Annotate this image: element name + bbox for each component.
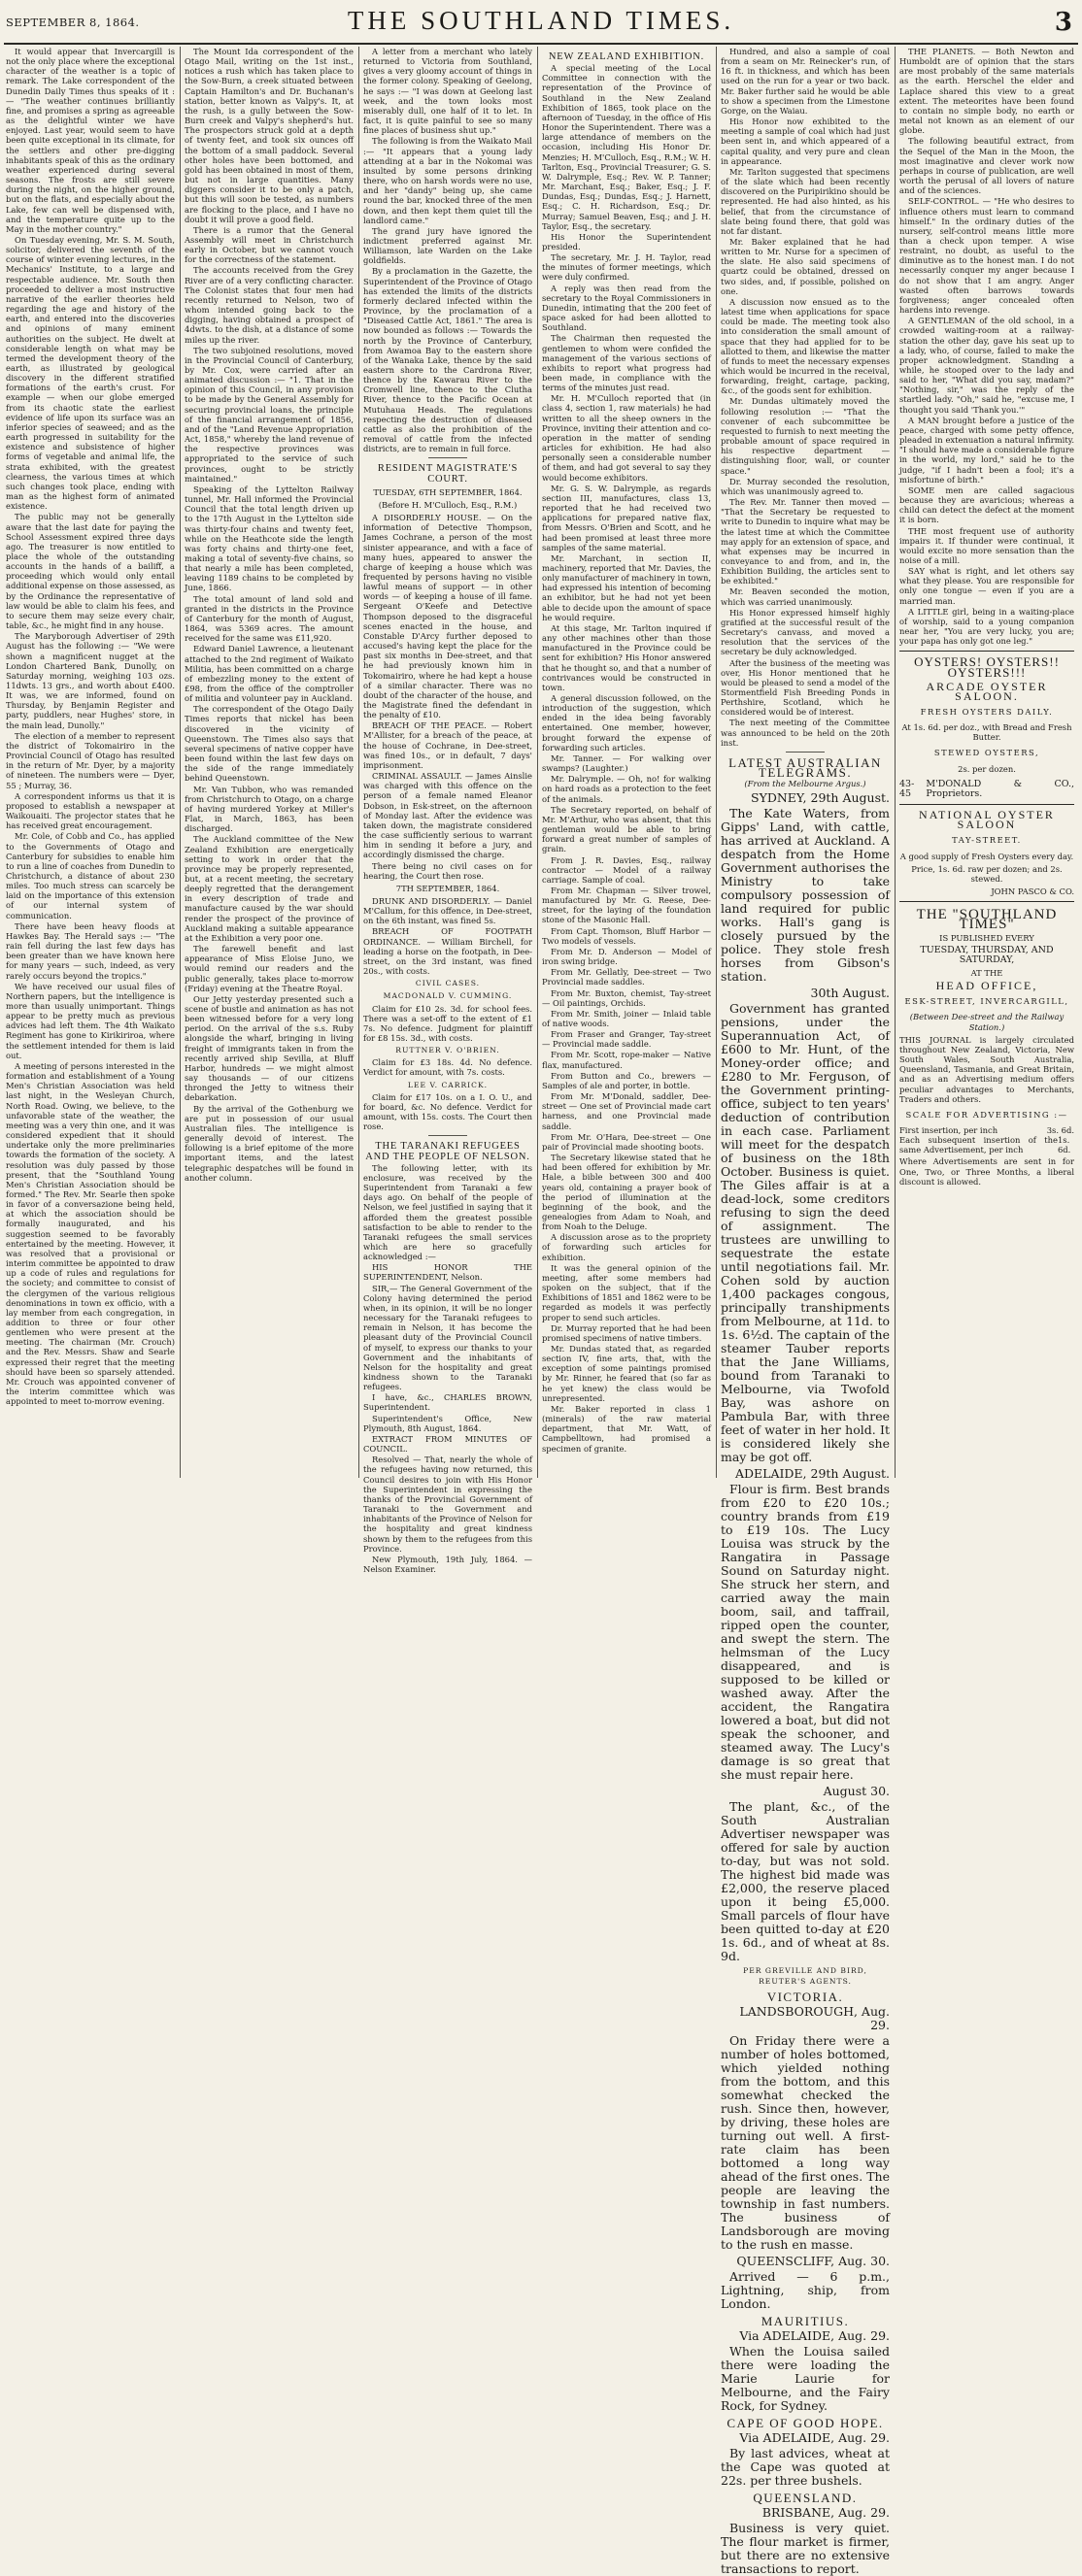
miscellany-paragraph: SAY what is right, and let others say what they please. You are responsible for only one tongue — even if you are a married man. xyxy=(899,566,1074,606)
letter-paragraph: The following letter, with its enclosure, was received by the Superintendent from Taranaki a few days ago. On behalf of the people of Nelson, we feel justified in saying that it afforded them the greatest possible satisfaction to be able to render to the Taranaki refugees the small services which are here so gracefully acknowledged :— xyxy=(363,1162,532,1262)
court-case: CRIMINAL ASSAULT. — James Ainslie was charged with this offence on the person of a female named Eleanor Dobson, in Esk-street, on the afternoon of Monday last. After the evidence was taken down, the magistrate considered the case sufficiently serious to warrant him in sending it before a jury, and accordingly dismissed the charge. xyxy=(363,771,532,860)
telegrams-source: (From the Melbourne Argus.) xyxy=(744,779,866,789)
news-paragraph: The grand jury have ignored the indictment preferred against Mr. Williamson, late Warden on the Lake goldfields. xyxy=(363,225,532,266)
court-date-2: 7TH SEPTEMBER, 1864. xyxy=(395,883,500,893)
exhibition-paragraph: It was the general opinion of the meeting, after some members had spoken on the subject, that if the Exhibitions of 1851 and 1862 were to be regarded as models it was perfectly proper to send such articles. xyxy=(542,1262,711,1322)
civil-case-text: Claim for £17 10s. on a I. O. U., and for board, &c. No defence. Verdict for amount, with 15s. costs. The Court then rose. xyxy=(363,1091,532,1132)
civil-case-title: LEE V. CARRICK. xyxy=(407,1080,489,1089)
section-rule xyxy=(428,1135,467,1136)
miscellany-paragraph: A LITTLE girl, being in a waiting-place of worship, said to a young companion near her, "You are very lucky, you are; your papa has only got one leg." xyxy=(899,606,1074,647)
news-paragraph: The farewell benefit and last appearance of Miss Eloise Juno, we would remind our readers and the public generally, takes place to-morrow (Friday) evening at the Theatre Royal. xyxy=(185,944,354,993)
taranaki-heading: THE TARANAKI REFUGEES AND THE PEOPLE OF NELSON. xyxy=(365,1141,530,1162)
fresh-oysters: FRESH OYSTERS DAILY. xyxy=(920,707,1054,717)
arcade-price: At 1s. 6d. per doz., with Bread and Fresh Butter. xyxy=(901,722,1072,743)
exhibition-paragraph: A discussion now ensued as to the latest time when applications for space could be made. The meeting took also into consideration the small amount of space that they had applied for to be allotted to them, and likewise the matter of funds to meet the necessary expenses which would be incurred in the receival, forwarding, freight, cartage, packing, &c., of the goods sent for exhibition. xyxy=(721,296,890,396)
civil-case-title: MACDONALD V. CUMMING. xyxy=(383,991,513,1001)
exhibition-paragraph: From J. R. Davies, Esq., railway contractor — Model of a railway carriage. Sample of coal. xyxy=(542,854,711,885)
news-paragraph: The accounts received from the Grey River are of a very conflicting character. The Colonist states that four men had recently returned to Nelson, two of whom intended going back to the digging, having obtained a prospect of 4dwts. to the dish, at a distance of some miles up the river. xyxy=(185,265,354,345)
mauritius-text: When the Louisa sailed there were loading the Marie Laurie for Melbourne, and the Fairy Rock, for Sydney. xyxy=(721,2344,890,2414)
telegram-text: On Friday there were a number of holes bottomed, which yielded nothing from the bottom, and this somewhat checked the rush. Since then, however, by driving, these holes are turning out well. A first-rate claim has been bottomed a long way ahead of the first ones. The people are leaving the township in fast numbers. The business of Landsborough are moving to the rush en masse. xyxy=(721,2032,890,2252)
advertising-rates xyxy=(899,1125,1074,1154)
telegram-title: ADELAIDE, 29th August. xyxy=(734,1466,890,1482)
times-head-office: HEAD OFFICE, xyxy=(935,979,1038,993)
exhibition-paragraph: Mr. Dalrymple. — Oh, no! for walking on hard roads as a protection to the feet of the animals. xyxy=(542,774,711,804)
column-6-paragraphs xyxy=(899,47,1074,646)
queensland-text: Business is very quiet. The flour market is firmer, but there are no extensive transactions to report. xyxy=(721,2521,890,2576)
rate-label: Each subsequent insertion of the same Advertisement, per inch xyxy=(899,1135,1058,1155)
column-3-paragraphs xyxy=(363,47,532,453)
exhibition-paragraph: Mr. H. M'Culloch reported that (in class 4, section 1, raw materials) he had written to all the sheep owners in the Province, inviting their attention and co-operation in the matter of sending articles for exhibition. He had also personally seen a considerable number of them, and had got several to say they would become exhibitors. xyxy=(542,393,711,483)
exhibition-paragraph: Dr. Murray seconded the resolution, which was unanimously agreed to. xyxy=(721,476,890,496)
times-published: IS PUBLISHED EVERY xyxy=(939,932,1034,943)
times-ad-title: THE "SOUTHLAND TIMES" xyxy=(916,907,1058,933)
times-about: THIS JOURNAL is largely circulated throughout New Zealand, Victoria, New South Wales, South Australia, Queensland, Tasmania, and Great Britain, and as an Advertising medium offers peculiar advantages to Merchants, Traders and others. xyxy=(899,1034,1074,1104)
telegram-title: LANDSBOROUGH, Aug. 29. xyxy=(739,2003,890,2032)
exhibition-paragraph: From Mr. Gellatly, Dee-street — Two Provincial made saddles. xyxy=(542,967,711,987)
column-divider xyxy=(716,47,717,1478)
news-paragraph: By a proclamation in the Gazette, the Superintendent of the Province of Otago has extended the limits of the districts formerly declared infected within the Province, by the proclamation of a "Diseased Cattle Act, 1861." The area is now bounded as follows :— Towards the north by the Province of Canterbury, from Awamoa Bay to the eastern shore of the Wanaka Lake, thence by the said eastern shore to the Cardrona River, thence by the Kawarau River to the Cromwell line, thence to the Clutha River, thence to the Pacific Ocean at Mutuhaua Heads. The regulations respecting the destruction of diseased cattle as also the prohibition of the removal of cattle from the infected districts, are to remain in full force. xyxy=(363,266,532,454)
cape-text: By last advices, wheat at the Cape was quoted at 22s. per three bushels. xyxy=(721,2446,890,2489)
news-paragraph: A letter from a merchant who lately returned to Victoria from Southland, gives a very gloomy account of things in the former colony. Speaking of Geelong, he says :— "I was down at Geelong last week, and the town looks most miserably dull, one half of it to let. In fact, it is quite painful to see so many fine places of business shut up." xyxy=(363,47,532,136)
ad-rule xyxy=(899,651,1074,652)
news-paragraph: A correspondent informs us that it is proposed to establish a newspaper at Waikouaiti. The projector states that he has received great encouragement. xyxy=(6,790,175,831)
exhibition-paragraph: The next meeting of the Committee was announced to be held on the 20th inst. xyxy=(721,718,890,748)
exhibition-paragraph: Dr. Murray reported that he had been promised specimens of native timbers. xyxy=(542,1322,711,1343)
news-paragraph: The total amount of land sold and granted in the districts in the Province of Canterbury for the month of August, 1864, was 5369 acres. The amount received for the same was £11,920. xyxy=(185,593,354,644)
exhibition-paragraph: His Honor now exhibited to the meeting a sample of coal which had just been sent in, and which appeared of a capital quality, and very pure and clean in appearance. xyxy=(721,117,890,166)
mauritius-heading: MAURITIUS. xyxy=(761,2313,850,2328)
exhibition-paragraph: Mr. Marchant, in section II, machinery, reported that Mr. Davies, the only manufacturer of machinery in town, had expressed his intention of becoming an exhibitor, but he had not yet been able to decide upon the amount of space he would require. xyxy=(542,552,712,622)
exhibition-paragraph: From Mr. O'Hara, Dee-street — One pair of Provincial made shooting boots. xyxy=(542,1131,711,1152)
court-case: DRUNK AND DISORDERLY. — Daniel M'Callum, for this offence, in Dee-street, on the 6th instant, was fined 5s. xyxy=(363,895,532,926)
news-paragraph: The election of a member to represent the district of Tokomairiro in the Provincial Council of Otago has resulted in the return of Mr. Dyer, by a majority of nineteen. The numbers were — Dyer, 55 ; Murray, 36. xyxy=(6,730,175,790)
rate-price: 3s. 6d. xyxy=(1046,1125,1074,1135)
newspaper-title: THE SOUTHLAND TIMES. xyxy=(347,6,735,35)
letter-paragraph: Resolved — That, nearly the whole of the refugees having now returned, this Council desires to join with His Honor the Superintendent in expressing the thanks of the Provincial Government of Taranaki to the Government and inhabitants of the Province of Nelson for the hospitality and great kindness shown by them to the refugees from this Province. xyxy=(363,1455,532,1554)
exhibition-paragraph: Mr. G. S. W. Dalrymple, as regards section III, manufactures, class 13, reported that he had received two applications for prepared native flax, from Messrs. O'Brien and Scott, and he had been promised at least three more samples of the same material. xyxy=(542,483,711,552)
telegram-title: 30th August. xyxy=(810,986,890,1001)
news-paragraph: There have been heavy floods at Hawkes Bay. The Herald says :— "The rain fell during the last few days has been greater than we have known here for many years — such, indeed, as very rarely occurs beyond the tropics." xyxy=(6,920,175,981)
exhibition-paragraph: A general discussion followed, on the introduction of the suggestion, which ended in the idea being favorably entertained. One member, however, brought forward the expense of forwarding such articles. xyxy=(542,693,711,753)
exhibition-paragraph: From Mr. D. Anderson — Model of iron swing bridge. xyxy=(542,946,711,967)
news-paragraph: We have received our usual files of Northern papers, but the intelligence is more than usually unimportant. Things appear to be pretty much as previous advices had left them. The 4th Waikato Regiment has gone to Kirikiriroa, where the settlement intended for them is laid out. xyxy=(6,981,175,1060)
exhibition-paragraph: After the business of the meeting was over, His Honor mentioned that he would be pleased to send a model of the Stormentfield Fish Breeding Ponds in Perthshire, Scotland, which he considered would be of interest. xyxy=(721,657,890,718)
column-5 xyxy=(721,47,890,2576)
exhibition-paragraph: Hundred, and also a sample of coal from a seam on Mr. Reinecker's run, of 16 ft. in thickness, and which has been used on the run for a year or two back. Mr. Baker further said he would be able to show a specimen from the Limestone Gorge, on the Waiau. xyxy=(721,47,890,116)
times-between: (Between Dee-street and the Railway Station.) xyxy=(909,1012,1065,1032)
telegrams xyxy=(721,791,890,1963)
news-paragraph: There is a rumor that the General Assembly will meet in Christchurch early in October, but we cannot vouch for the correctness of the statement. xyxy=(185,224,354,265)
exhibition-paragraph: The Rev. Mr. Tanner then moved — "That the Secretary be requested to write to Dunedin to inquire what may be the latest time at which the Committee may apply for an extension of space, and what expenses may be incurred in conveyance to and from, and in, the Exhibition Building, the articles sent to be exhibited." xyxy=(721,497,890,586)
exhibition-paragraph: From Mr. Buxton, chemist, Tay-street — Oil paintings, Orchids. xyxy=(542,987,711,1008)
news-paragraph: On Tuesday evening, Mr. S. M. South, solicitor, delivered the seventh of the course of winter evening lectures, in the Mechanics' Institute, to a large and respectable audience. Mr. South then proceeded to deliver a most instructive narrative of the earlier theories held regarding the age and history of the earth, and entered into the discoveries and opinions of many eminent authorities on the subject. He dwelt at considerable length on what may be termed the development theory of the earth, as illustrated by geological discovery in the different stratified formations of the earth's crust. For example — when our globe emerged from its chaotic state the earliest evidence of life upon its surface was an inferior species of seaweed; and as the earth progressed in suitability for the existence and subsistence of higher forms of vegetable and animal life, the strata exhibited, with the greatest clearness, the various times at which such changes took place, ending with man as the highest form of animated existence. xyxy=(6,234,175,512)
exhibition-paragraph: A special meeting of the Local Committee in connection with the representation of the Province of Southland in the New Zealand Exhibition of 1865, took place on the afternoon of Tuesday, in the office of His Honor the Superintendent. There was a large attendance of members on the occasion, including His Honor Dr. Menzies; H. M'Culloch, Esq., R.M.; W. H. Tarlton, Esq., Provincial Treasurer; G. S. W. Dalrymple, Esq.; Rev. W. P. Tanner; Mr. Marchant, Esq.; Baker, Esq.; J. F. Dundas, Esq.; Dundas, Esq.; J. Harnett, Esq.; C. H. Richardson, Esq.; Dr. Murray; Samuel Beaven, Esq.; and J. H. Taylor, Esq., the secretary. xyxy=(542,63,711,231)
column-divider xyxy=(537,47,538,1478)
news-paragraph: The correspondent of the Otago Daily Times reports that nickel has been discovered in the vicinity of Queenstown. The Times also says that several specimens of native copper have been found within the last few days on the side of the range immediately behind Queenstown. xyxy=(185,704,354,784)
resident-court-before: (Before H. M'Culloch, Esq., R.M.) xyxy=(378,499,518,510)
exhibition-paragraph: A discussion arose as to the propriety of forwarding such articles for exhibition. xyxy=(542,1232,711,1262)
news-paragraph: Edward Daniel Lawrence, a lieutenant attached to the 2nd regiment of Waikato Militia, has been committed on a charge of embezzling money to the extent of £98, from the office of the comptroller of militia and volunteer pay in Auckland. xyxy=(185,644,354,704)
column-3 xyxy=(363,47,532,1574)
discount-notice: Where Advertisements are sent in for One, Two, or Three Months, a liberal discount is allowed. xyxy=(899,1156,1074,1187)
court-case: There being no civil cases on for hearing, the Court then rose. xyxy=(363,860,532,881)
column-5-paragraphs xyxy=(721,47,890,748)
section-rule xyxy=(428,457,467,458)
miscellany-paragraph: THE PLANETS. — Both Newton and Humboldt are of opinion that the stars are most probably of the same materials as the earth. Herschel the elder and Laplace shared this view to a great extent. The meteorites have been found to contain no simple body, no earth or metal not known as an element of our globe. xyxy=(899,47,1074,136)
telegram-text: Government has granted pensions, under the Superannuation Act, of £600 to Mr. Hunt, of the Money-order office; and £280 to Mr. Ferguson, of the Government printing-office, subject to ten years' deduction of contribution in each case. Parliament will meet for the despatch of business on the 18th October. Business is quiet. The Giles affair is at a dead-lock, some creditors refusing to sign the deed of assignment. The trustees are unwilling to sequestrate the estate until negotiations fail. Mr. Cohen sold by auction 1,400 packages congous, principally transhipments from Melbourne, at 11d. to 1s. 6½d. The captain of the steamer Tauber reports that the Jane Williams, bound from Taranaki to Melbourne, via Twofold Bay, was ashore on Pambula Bar, with three feet of water in her hold. It is considered likely she may be got off. xyxy=(721,1001,890,1465)
miscellany-paragraph: The following beautiful extract, from the Sequel of the Man in the Moon, the most imaginative and clever work now perhaps in course of publication, are well worth the perusal of all lovers of nature and of the sciences. xyxy=(899,136,1074,196)
national-price: Price, 1s. 6d. raw per dozen; and 2s. stewed. xyxy=(911,863,1063,884)
news-paragraph: A meeting of persons interested in the formation and establishment of a Young Men's Christian Association was held last night, in the Wesleyan Church, North Road. Owing, we believe, to the unfavorable state of the weather, the meeting was a very thin one, and it was considered expedient that it should undertake only the more preliminaries towards the formation of the society. A resolution was duly passed by those present, that the "Southland Young Men's Christian Association should be formed." The Rev. Mr. Searle then spoke in favor of a conversazione being held, at which the association should be formally inaugurated, and his suggestion seemed to be favorably entertained by the meeting. However, it was resolved that a provisional or interim committee be appointed to draw up a code of rules and regulations for the society; and committee to consist of the clergymen of the various religious denominations in town ex officio, with a lay member from each congregation, in addition to three or four other gentlemen who were present at the meeting. The chairman (Mr. Crouch) and the Rev. Messrs. Shaw and Searle expressed their regret that the meeting should have been so sparsely attended. Mr. Crouch was appointed convener of the interim committee which was appointed to meet to-morrow evening. xyxy=(6,1060,175,1407)
letter-paragraph: HIS HONOR THE SUPERINTENDENT, Nelson. xyxy=(363,1262,532,1283)
exhibition-paragraph: The Secretary likewise stated that he had been offered for exhibition by Mr. Hale, a bible between 300 and 400 years old, containing a prayer book of the period of illumination at the beginning of the book, and the genealogies from Adam to Noah, and from Noah to the Deluge. xyxy=(542,1153,711,1232)
taranaki-paragraphs xyxy=(363,1163,532,1574)
issue-date: SEPTEMBER 8, 1864. xyxy=(6,16,140,29)
arcade-proprietor: M'DONALD & CO., Proprietors. xyxy=(926,778,1074,799)
column-1 xyxy=(6,47,175,1478)
rate-label: First insertion, per inch xyxy=(899,1125,998,1135)
news-paragraph: It would appear that Invercargill is not the only place where the exceptional character of the weather is a topic of remark. The Lake correspondent of the Dunedin Daily Times thus speaks of it :— "The weather continues brilliantly fine, and promises a spring as agreeable as the delightful winter we have enjoyed. Last year, would seem to have been quite exceptional in its climate, for the settlers and other pre-digging inhabitants speak of this as the ordinary weather experienced during several seasons. The frosts are still severe during the night, on the higher ground, but on the flats, and especially about the Lake, few can well be dispensed with, and the temperature quite up to the May in the mother country." xyxy=(6,47,175,234)
telegram-text: Arrived — 6 p.m., Lightning, ship, from London. xyxy=(721,2268,890,2311)
exhibition-paragraph: From Capt. Thomson, Bluff Harbor — Two models of vessels. xyxy=(542,925,711,946)
times-days: TUESDAY, THURSDAY, AND SATURDAY, xyxy=(920,944,1054,965)
news-paragraph: The public may not be generally aware that the last date for paying the School Assessment expired three days ago. The treasurer is now entitled to place the whole of the outstanding accounts in the hands of a bailiff, a proceeding which would only entail additional expense on those assessed, as by the Ordinance the representative of law would be able to claim his fees, and to secure them may seize every chair, table, &c., he might find in any house. xyxy=(6,512,175,631)
stewed-oysters: STEWED OYSTERS, xyxy=(933,748,1040,758)
arcade-saloon-name: ARCADE OYSTER SALOON. xyxy=(926,679,1048,703)
ad-rule xyxy=(899,901,1074,902)
civil-cases xyxy=(363,991,532,1131)
national-text: A good supply of Fresh Oysters every day. xyxy=(899,851,1074,861)
section-rule xyxy=(786,752,825,753)
national-proprietor: JOHN PASCO & CO. xyxy=(991,887,1074,897)
resident-court-date: TUESDAY, 6TH SEPTEMBER, 1864. xyxy=(373,486,523,497)
telegram-title: QUEENSCLIFF, Aug. 30. xyxy=(736,2253,890,2268)
news-paragraph: Our Jetty yesterday presented such a scene of bustle and animation as has not been witnessed before for a very long period. On the arrival of the s.s. Ruby alongside the wharf, bringing in living freight of immigrants taken in from the recently arrived ship Sevilla, at Bluff Harbor, hundreds — we might almost say thousands — of our citizens thronged the Jetty to witness their debarkation. xyxy=(185,993,354,1103)
letter-paragraph: EXTRACT FROM MINUTES OF COUNCIL. xyxy=(363,1433,532,1455)
cape-via: Via ADELAIDE, Aug. 29. xyxy=(739,2430,890,2446)
reuters-line: PER GREVILLE AND BIRD, REUTER'S AGENTS. xyxy=(743,1966,867,1986)
exhibition-heading: NEW ZEALAND EXHIBITION. xyxy=(548,51,705,62)
queensland-via: BRISBANE, Aug. 29. xyxy=(761,2505,890,2521)
times-address: ESK-STREET, INVERCARGILL, xyxy=(904,996,1069,1007)
exhibition-paragraph: Mr. Baker reported in class 1 (minerals) of the raw material department, that Mr. Watt, of Campbelltown, had promised a specimen of granite. xyxy=(542,1403,711,1454)
stewed-price: 2s. per dozen. xyxy=(958,763,1016,774)
exhibition-paragraph: Mr. Tarlton suggested that specimens of the slate which had been recently discovered on the Puripirikino should be represented. He had also hinted, as his belief, that from the circumstance of slate being found there, that gold was not far distant. xyxy=(721,166,890,236)
miscellany-paragraph: THE most frequent use of authority impairs it. If thunder were continual, it would excite no more sensation than the noise of a mill. xyxy=(899,525,1074,565)
miscellany-paragraph: A GENTLEMAN of the old school, in a crowded waiting-room at a railway-station the other day, gave his seat up to a lady, who, of course, failed to make the proper acknowledgment. Standing a while, he stooped over to the lady and said to her, "What did you say, madam?" "Nothing, sir," was the reply of the startled lady. "Oh," said he, "excuse me, I thought you said 'Thank you.'" xyxy=(899,316,1074,415)
mauritius-via: Via ADELAIDE, Aug. 29. xyxy=(739,2328,890,2344)
letter-paragraph: New Plymouth, 19th July, 1864. — Nelson Examiner. xyxy=(363,1554,532,1574)
miscellany-paragraph: SOME men are called sagacious because they are avaricious; whereas a child can detect the defect at the moment it is born. xyxy=(899,485,1074,525)
exhibition-paragraph: From Mr. Smith, joiner — Inlaid table of native woods. xyxy=(542,1008,711,1028)
columns xyxy=(4,47,1078,2576)
civil-cases-heading: CIVIL CASES. xyxy=(415,979,481,988)
ad-rule xyxy=(899,804,1074,805)
cape-heading: CAPE OF GOOD HOPE. xyxy=(727,2416,884,2431)
miscellany-paragraph: SELF-CONTROL. — "He who desires to influence others must learn to command himself." In the ordinary duties of the nursery, self-control means little more than a check upon temper. A wise restraint, no doubt, as useful to the diminutive as to the honest man. I do not necessarily conquer my anger because I do not show that I am angry. Anger wasted often barrows towards forgiveness; anger concealed often hardens into revenge. xyxy=(899,196,1074,316)
national-address: TAY-STREET. xyxy=(952,835,1022,846)
resident-court-heading: RESIDENT MAGISTRATE'S COURT. xyxy=(377,463,519,485)
exhibition-paragraph: The Chairman then requested the gentlemen to whom were confided the management of the various sections of exhibits to report what progress had been made, in compliance with the terms of the minutes just read. xyxy=(542,333,711,393)
column-4 xyxy=(542,47,711,1478)
column-divider xyxy=(180,47,181,1478)
civil-case-text: Claim for £10 2s. 3d. for school fees. There was a set-off to the extent of £1 7s. No defence. Judgment for plaintiff for £8 15s. 3d., with costs. xyxy=(363,1003,532,1043)
telegrams-heading: LATEST AUSTRALIAN TELEGRAMS. xyxy=(728,754,882,781)
column-divider xyxy=(358,47,359,1478)
news-paragraph: The Auckland committee of the New Zealand Exhibition are energetically setting to work in order that the province may be properly represented, but, at a recent meeting, the secretary deeply regretted that the derangement in every description of trade and manufacture caused by the war should render the prospect of the province of Auckland making a suitable appearance at the Exhibition a very poor one. xyxy=(185,834,354,943)
column-1-paragraphs xyxy=(6,47,175,1406)
column-2 xyxy=(185,47,354,1478)
letter-paragraph: Superintendent's Office, New Plymouth, 8th August, 1864. xyxy=(363,1413,532,1433)
civil-case-text: Claim for £3 18s. 4d. No defence. Verdict for amount, with 7s. costs. xyxy=(363,1057,532,1078)
column-6 xyxy=(899,47,1074,1478)
letter-paragraph: SIR,— The General Government of the Colony having determined the period when, in its opinion, it will be no longer necessary for the Taranaki refugees to remain in Nelson, it has become the pleasant duty of the Provincial Council of myself, to express our thanks to your Government and the inhabitants of Nelson for the hospitality and great kindness shown to the Taranaki refugees. xyxy=(363,1283,532,1392)
news-paragraph: Mr. Van Tubbon, who was remanded from Christchurch to Otago, on a charge of having murdered Yorkey at Miller's Flat, in March, 1863, has been discharged. xyxy=(185,784,354,834)
exhibition-paragraph: From Fraser and Granger, Tay-street — Provincial made saddle. xyxy=(542,1029,711,1050)
news-paragraph: The Maryborough Advertiser of 29th August has the following :— "We were shown a magnificent nugget at the London Chartered Bank, Dunolly, on Saturday morning, weighing 103 ozs. 11dwts. 13 grs., and worth about £400. It was, we are informed, found on Thursday, by Benjamin Register and party, puddlers, near Hughes' store, in the main lead, Dunolly." xyxy=(6,631,175,730)
news-paragraph: The following is from the Waikato Mail :— "It appears that a young lady attending at a bar in the Nokomai was insulted by some persons drinking there, who on harsh words were no use, and her "dandy" being up, she came round the bar, knocked three of the men down, and then kept them quiet till the landlord came." xyxy=(363,136,532,225)
news-paragraph: Speaking of the Lyttelton Railway tunnel, Mr. Hall informed the Provincial Council that the total length driven up to the 17th August in the Lyttelton side was thirty-four chains and twenty feet, while on the Heathcote side the length was forty chains and thirty-one feet, making a total of seventy-five chains, so that nearly a mile has been completed, leaving 1189 chains to be completed by June, 1866. xyxy=(185,484,354,593)
scale-title: SCALE FOR ADVERTISING :— xyxy=(905,1109,1068,1120)
telegram-title: SYDNEY, 29th August. xyxy=(751,790,890,806)
telegram-title: August 30. xyxy=(823,1784,890,1799)
column-divider xyxy=(895,47,896,1478)
exhibition-paragraph: At this stage, Mr. Tarlton inquired if any other machines other than those manufactured in the Province could be sent for exhibition? His Honor answered that he thought so, and that a number of contrivances would be constructed in town. xyxy=(542,622,711,692)
exhibition-paragraph: Mr. Dundas ultimately moved the following resolution :— "That the convener of each subcommittee be requested to furnish to next meeting the probable amount of space required in his respective department — distinguishing floor, wall, or counter space." xyxy=(721,396,890,476)
exhibition-paragraph: Mr. Baker explained that he had written to Mr. Nurse for a specimen of the slate. He also said specimens of quartz could be obtained, dressed on two sides, and, if possible, polished on one. xyxy=(721,236,890,296)
court-wed-paragraphs xyxy=(363,896,532,976)
exhibition-paragraph: Mr. Beaven seconded the motion, which was carried unanimously. xyxy=(721,586,890,607)
news-paragraph: The two subjoined resolutions, moved in the Provincial Council of Canterbury, by Mr. Cox, were carried after an animated discussion :— "1. That in the opinion of this Council, in any provision to be made by the General Assembly for securing provincial loans, the principle of the financial arrangement of 1856, and of the "Land Revenue Appropriation Act, 1858," whereby the land revenue of the respective provinces was appropriated to the service of such provinces, ought to be strictly maintained." xyxy=(185,345,354,484)
civil-case-title: RUTTNER V. O'BRIEN. xyxy=(395,1046,500,1055)
times-at-the: AT THE xyxy=(970,967,1003,978)
exhibition-paragraph: Mr. Dundas stated that, as regarded section IV, fine arts, that, with the exception of some paintings promised by Mr. Rinner, he feared that (so far as he yet knew) the class would be unrepresented. xyxy=(542,1344,711,1403)
masthead-rule xyxy=(4,43,1078,45)
court-case: BREACH OF THE PEACE. — Robert M'Allister, for a breach of the peace, at the house of Cochrane, in Dee-street, was fined 10s., or in default, 7 days' imprisonment. xyxy=(363,720,532,770)
victoria-heading: VICTORIA. xyxy=(766,1989,844,2004)
exhibition-paragraph: The Secretary reported, on behalf of Mr. M'Arthur, who was absent, that this gentleman would be able to bring forward a great number of samples of grain. xyxy=(542,804,711,854)
arcade-proprietor-line xyxy=(899,780,1074,799)
miscellany-paragraph: A MAN brought before a justice of the peace, charged with some petty offence, pleaded in extenuation a natural infirmity. "I should have made a considerable figure in the world, my lord," said he to the judge, "if I hadn't been a fool; it's a misfortune of birth." xyxy=(899,415,1074,485)
telegram-text: Flour is firm. Best brands from £20 to £20 10s.; country brands from £19 to £19 10s. The Lucy Louisa was struck by the Rangatira in Passage Sound on Saturday night. She struck her stern, and carried away the main boom, sail, and taffrail, ripped open the counter, and swept the stern. The helmsman of the Lucy disappeared, and is supposed to be killed or washed away. After the accident, the Rangatira lowered a boat, but did not speak the schooner, and steamed away. The Lucy's damage is so great that she must repair here. xyxy=(721,1482,890,1783)
queensland-heading: QUEENSLAND. xyxy=(753,2491,858,2506)
news-paragraph: Mr. Cole, of Cobb and Co., has applied to the Governments of Otago and Canterbury for subsidies to enable him to run a line of coaches from Dunedin to Christchurch, a distance of about 230 miles. Too much stress can scarcely be laid on the importance of this extension of our internal system of communication. xyxy=(6,831,175,920)
masthead xyxy=(6,2,1076,45)
column-2-paragraphs xyxy=(185,47,354,1183)
exhibition-paragraph: From Mr. M'Donald, saddler, Dee-street — One set of Provincial made cart harness, and one Provincial made saddle. xyxy=(542,1091,711,1131)
telegram-text: The plant, &c., of the South Australian Advertiser newspaper was offered for sale by auction to-day, but was not sold. The highest bid made was £2,000, the reserve placed upon it being £5,000. Small parcels of flour have been quitted to-day at £20 1s. 6d., and of wheat at 8s. 9d. xyxy=(721,1799,890,1964)
exhibition-paragraphs xyxy=(542,63,711,1454)
rate-price: 1s. 6d. xyxy=(1057,1135,1071,1155)
exhibition-paragraph: Mr. Tanner. — For walking over swamps? (Laughter.) xyxy=(542,753,711,774)
letter-paragraph: I have, &c., CHARLES BROWN, Superintendent. xyxy=(363,1392,532,1413)
news-paragraph: By the arrival of the Gothenburg we are put in possession of our usual Australian files. The intelligence is generally devoid of interest. The following is a brief epitome of the more important items, and the latest telegraphic despatches will be found in another column. xyxy=(185,1103,354,1183)
resident-court-paragraphs xyxy=(363,513,532,881)
victoria-telegrams xyxy=(721,2005,890,2311)
page-number: 3 xyxy=(1054,8,1072,37)
news-paragraph: The Mount Ida correspondent of the Otago Mail, writing on the 1st inst., notices a rush which has taken place to the Sow-Burn, a creek situated between Captain Hamilton's and Dr. Buchanan's station, better known as Valpy's. It, at the rush, is a gully between the Sow-Burn creek and Valpy's shepherd's hut. The prospectors struck gold at a depth of twenty feet, and took six ounces off the bottom of a small paddock. Several other holes have been bottomed, and gold has been obtained in most of them, but not in large quantities. Many diggers consider it to be only a patch, but this will soon be tested, as numbers are flocking to the place, and I have no doubt it will prove a good field. xyxy=(185,47,354,224)
exhibition-paragraph: His Honor expressed himself highly gratified at the successful result of the Secretary's canvass, and moved a resolution that the services of the secretary be duly acknowledged. xyxy=(721,607,890,657)
exhibition-paragraph: The secretary, Mr. J. H. Taylor, read the minutes of former meetings, which were duly confirmed. xyxy=(542,252,711,283)
court-case: A DISORDERLY HOUSE. — On the information of Detective Thompson, James Cochrane, a person of the most sinister appearance, and with a face of many hues, appeared to answer the charge of keeping a house which was frequented by persons having no visible lawful means of support — in other words — of keeping a house of ill fame. Sergeant O'Keefe and Detective Thompson deposed to the disgraceful scenes enacted in the house, and Constable D'Arcy further deposed to accused's having kept the place for the past six months in Dee-street, and that he had previously known him in Tokomairiro, where he had kept a house of a similar character. There was no doubt of the character of the house, and the Magistrate fined the defendant in the penalty of £10. xyxy=(363,513,532,720)
court-case: BREACH OF FOOTPATH ORDINANCE. — William Birchell, for leading a horse on the footpath, in Dee-street, on the 3rd instant, was fined 20s., with costs. xyxy=(363,926,532,977)
exhibition-paragraph: A reply was then read from the secretary to the Royal Commissioners in Dunedin, intimating that the 200 feet of space asked for had been allotted to Southland. xyxy=(542,283,711,333)
rate-row xyxy=(899,1135,1074,1154)
exhibition-paragraph: His Honor the Superintendent presided. xyxy=(542,231,711,251)
exhibition-paragraph: From Mr. Chapman — Silver trowel, manufactured by Mr. G. Reese, Dee-street, for the laying of the foundation stone of the Masonic Hall. xyxy=(542,885,711,925)
telegram-text: The Kate Waters, from Gipps' Land, with cattle, has arrived at Auckland. A despatch from the Home Government authorises the Ministry to take compulsory possession of land required for public works. Hall's gang is closely pursued by the police. They stole fresh horses from Gibson's station. xyxy=(721,806,890,985)
exhibition-paragraph: From Mr. Scott, rope-maker — Native flax, manufactured. xyxy=(542,1050,711,1070)
rate-row xyxy=(899,1125,1074,1135)
national-saloon-name: NATIONAL OYSTER SALOON xyxy=(919,808,1055,832)
exhibition-paragraph: From Button and Co., brewers — Samples of ale and porter, in bottle. xyxy=(542,1070,711,1090)
oyster-ad-banner: OYSTERS! OYSTERS!! OYSTERS!!! xyxy=(914,654,1060,680)
ad-reference: 43-45 xyxy=(899,778,915,799)
